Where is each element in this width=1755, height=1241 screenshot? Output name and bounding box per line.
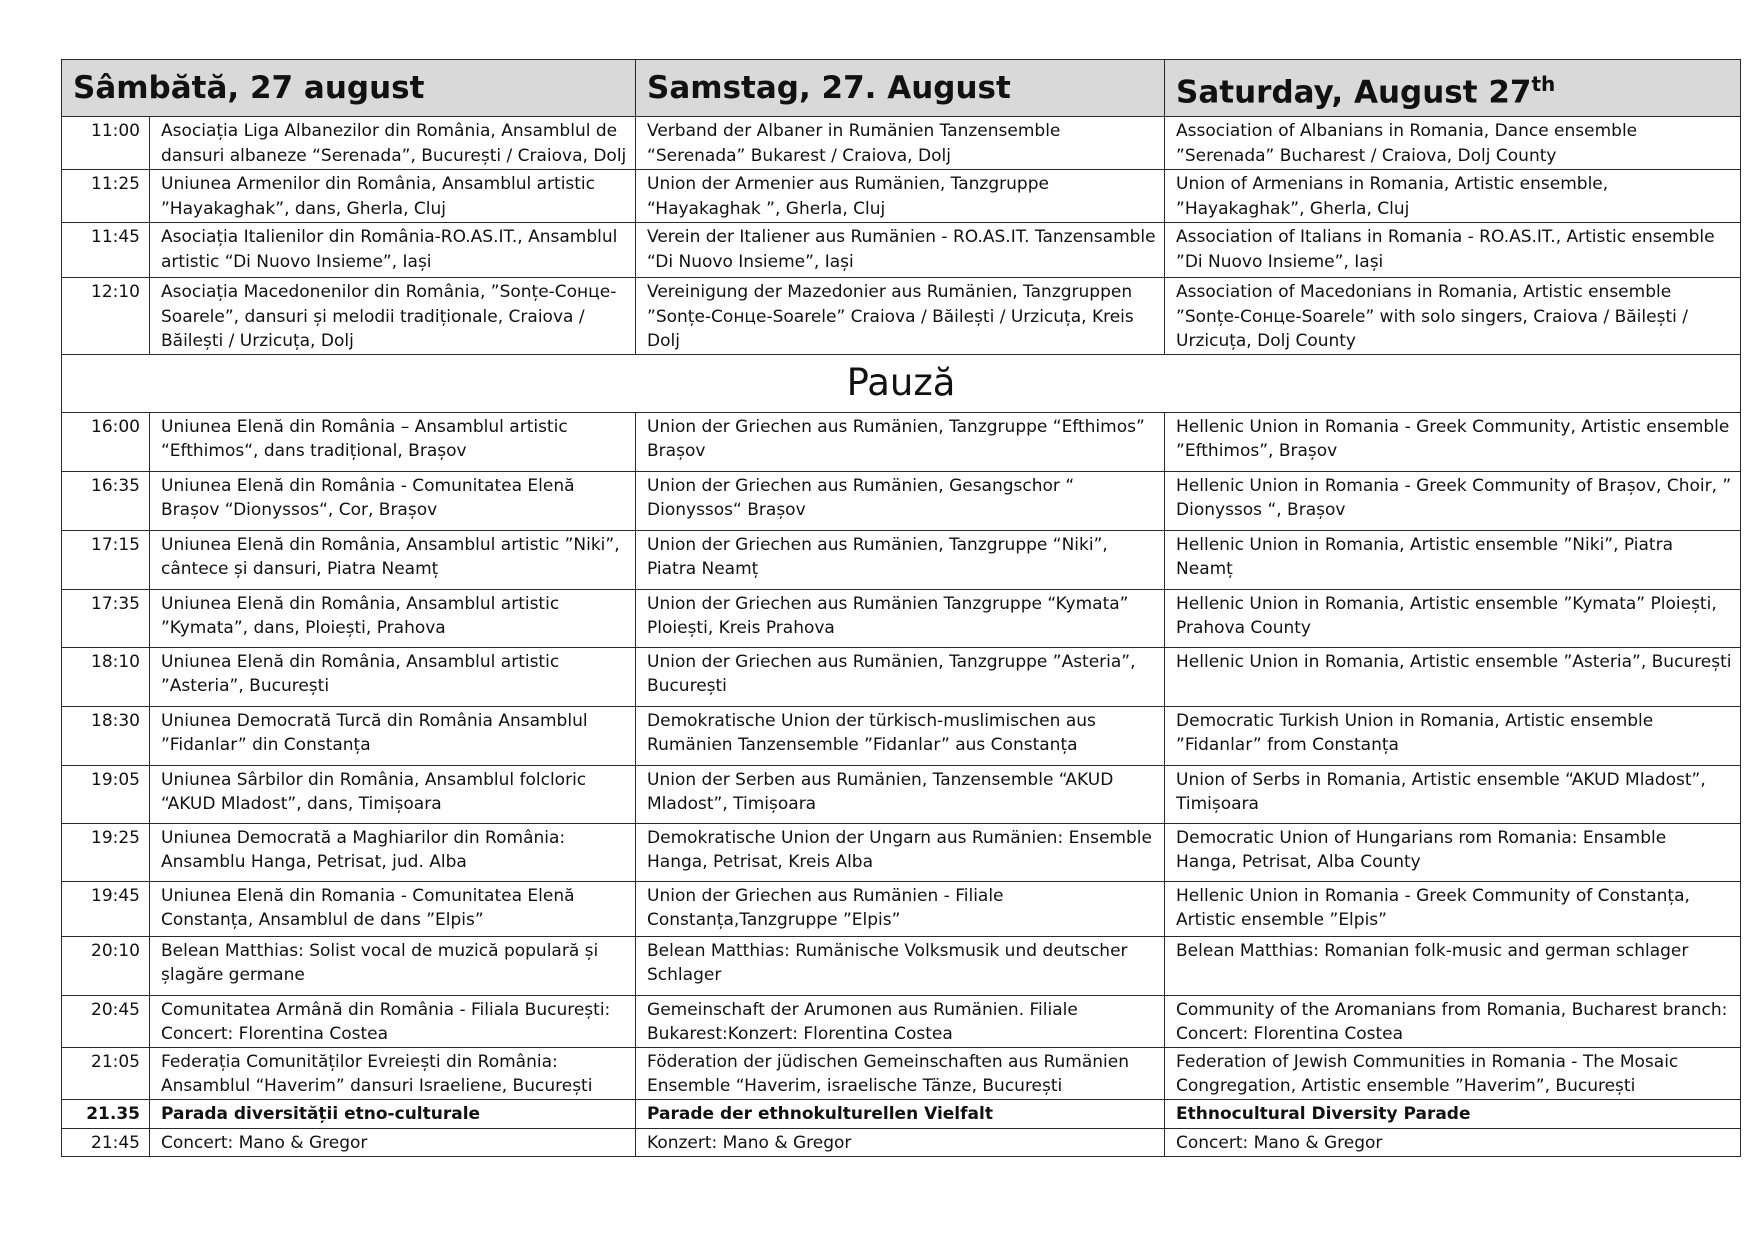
time-cell: 11:45 bbox=[62, 223, 150, 278]
german-cell: Union der Griechen aus Rumänien, Tanzgruppe “Efthimos” Brașov bbox=[636, 412, 1165, 471]
time-cell: 11:00 bbox=[62, 117, 150, 170]
romanian-cell: Comunitatea Armână din România - Filiala București: Concert: Florentina Costea bbox=[150, 995, 636, 1047]
time-cell: 18:10 bbox=[62, 647, 150, 706]
time-cell: 20:45 bbox=[62, 995, 150, 1047]
time-cell: 16:00 bbox=[62, 412, 150, 471]
table-row bbox=[62, 647, 1741, 706]
german-cell: Parade der ethnokulturellen Vielfalt bbox=[636, 1099, 1165, 1128]
english-cell: Belean Matthias: Romanian folk-music and german schlager bbox=[1165, 936, 1741, 995]
romanian-cell: Uniunea Elenă din România, Ansamblul artistic ”Kymata”, dans, Ploiești, Prahova bbox=[150, 589, 636, 647]
time-cell: 17:15 bbox=[62, 530, 150, 589]
header-german: Samstag, 27. August bbox=[636, 60, 1165, 117]
table-row bbox=[62, 881, 1741, 936]
header-english-text: Saturday, August 27 bbox=[1176, 73, 1532, 110]
german-cell: Demokratische Union der Ungarn aus Rumänien: Ensemble Hanga, Petrisat, Kreis Alba bbox=[636, 823, 1165, 881]
english-cell: Union of Armenians in Romania, Artistic ensemble, ”Hayakaghak”, Gherla, Cluj bbox=[1165, 170, 1741, 223]
table-row bbox=[62, 706, 1741, 765]
romanian-cell: Uniunea Elenă din România, Ansamblul artistic ”Niki”, cântece și dansuri, Piatra Neamț bbox=[150, 530, 636, 589]
romanian-cell: Asociația Liga Albanezilor din România, Ansamblul de dansuri albaneze “Serenada”, București / Craiova, Dolj bbox=[150, 117, 636, 170]
time-cell: 19:45 bbox=[62, 881, 150, 936]
english-cell: Democratic Union of Hungarians rom Romania: Ensamble Hanga, Petrisat, Alba County bbox=[1165, 823, 1741, 881]
table-row bbox=[62, 170, 1741, 223]
german-cell: Union der Griechen aus Rumänien, Gesangschor “ Dionyssos“ Brașov bbox=[636, 471, 1165, 530]
english-cell: Federation of Jewish Communities in Romania - The Mosaic Congregation, Artistic ensemble ”Haverim”, București bbox=[1165, 1047, 1741, 1099]
time-cell: 18:30 bbox=[62, 706, 150, 765]
english-cell: Association of Italians in Romania - RO.AS.IT., Artistic ensemble ”Di Nuovo Insieme”, Iași bbox=[1165, 223, 1741, 278]
english-cell: Association of Albanians in Romania, Dance ensemble ”Serenada” Bucharest / Craiova, Dolj County bbox=[1165, 117, 1741, 170]
pause-label: Pauză bbox=[62, 354, 1741, 412]
german-cell: Union der Griechen aus Rumänien - Filiale Constanța,Tanzgruppe ”Elpis” bbox=[636, 881, 1165, 936]
table-row bbox=[62, 278, 1741, 355]
english-cell: Union of Serbs in Romania, Artistic ensemble “AKUD Mladost”, Timișoara bbox=[1165, 765, 1741, 823]
schedule-table bbox=[61, 59, 1741, 1157]
romanian-cell: Uniunea Elenă din Romania - Comunitatea Elenă Constanța, Ansamblul de dans ”Elpis” bbox=[150, 881, 636, 936]
table-row bbox=[62, 223, 1741, 278]
romanian-cell: Belean Matthias: Solist vocal de muzică populară și șlagăre germane bbox=[150, 936, 636, 995]
table-row bbox=[62, 995, 1741, 1047]
german-cell: Union der Armenier aus Rumänien, Tanzgruppe “Hayakaghak ”, Gherla, Cluj bbox=[636, 170, 1165, 223]
english-cell: Hellenic Union in Romania, Artistic ensemble ”Asteria”, București bbox=[1165, 647, 1741, 706]
romanian-cell: Asociația Italienilor din România-RO.AS.IT., Ansamblul artistic “Di Nuovo Insieme”, Iași bbox=[150, 223, 636, 278]
time-cell: 19:25 bbox=[62, 823, 150, 881]
table-row bbox=[62, 589, 1741, 647]
romanian-cell: Parada diversității etno-culturale bbox=[150, 1099, 636, 1128]
romanian-cell: Uniunea Elenă din România, Ansamblul artistic ”Asteria”, București bbox=[150, 647, 636, 706]
german-cell: Belean Matthias: Rumänische Volksmusik und deutscher Schlager bbox=[636, 936, 1165, 995]
german-cell: Demokratische Union der türkisch-muslimischen aus Rumänien Tanzensemble ”Fidanlar” aus Constanța bbox=[636, 706, 1165, 765]
table-row bbox=[62, 936, 1741, 995]
english-cell: Hellenic Union in Romania - Greek Community of Constanța, Artistic ensemble ”Elpis” bbox=[1165, 881, 1741, 936]
time-cell: 12:10 bbox=[62, 278, 150, 355]
english-cell: Hellenic Union in Romania, Artistic ensemble ”Niki”, Piatra Neamț bbox=[1165, 530, 1741, 589]
romanian-cell: Uniunea Armenilor din România, Ansamblul artistic ”Hayakaghak”, dans, Gherla, Cluj bbox=[150, 170, 636, 223]
romanian-cell: Uniunea Democrată a Maghiarilor din România: Ansamblu Hanga, Petrisat, jud. Alba bbox=[150, 823, 636, 881]
table-row bbox=[62, 1128, 1741, 1156]
german-cell: Union der Serben aus Rumänien, Tanzensemble “AKUD Mladost”, Timișoara bbox=[636, 765, 1165, 823]
header-english-suffix: th bbox=[1531, 71, 1556, 96]
time-cell: 20:10 bbox=[62, 936, 150, 995]
table-row bbox=[62, 471, 1741, 530]
english-cell: Hellenic Union in Romania, Artistic ensemble ”Kymata” Ploiești, Prahova County bbox=[1165, 589, 1741, 647]
romanian-cell: Federația Comunităților Evreiești din România: Ansamblul “Haverim” dansuri Israeliene, București bbox=[150, 1047, 636, 1099]
romanian-cell: Uniunea Sârbilor din România, Ansamblul folcloric “AKUD Mladost”, dans, Timișoara bbox=[150, 765, 636, 823]
time-cell: 16:35 bbox=[62, 471, 150, 530]
german-cell: Konzert: Mano & Gregor bbox=[636, 1128, 1165, 1156]
german-cell: Gemeinschaft der Arumonen aus Rumänien. Filiale Bukarest:Konzert: Florentina Costea bbox=[636, 995, 1165, 1047]
time-cell: 17:35 bbox=[62, 589, 150, 647]
romanian-cell: Uniunea Elenă din România - Comunitatea Elenă Brașov “Dionyssos“, Cor, Brașov bbox=[150, 471, 636, 530]
table-row bbox=[62, 1047, 1741, 1099]
english-cell: Democratic Turkish Union in Romania, Artistic ensemble ”Fidanlar” from Constanța bbox=[1165, 706, 1741, 765]
time-cell: 11:25 bbox=[62, 170, 150, 223]
german-cell: Union der Griechen aus Rumänien, Tanzgruppe “Niki”, Piatra Neamț bbox=[636, 530, 1165, 589]
english-cell: Ethnocultural Diversity Parade bbox=[1165, 1099, 1741, 1128]
english-cell: Hellenic Union in Romania - Greek Community, Artistic ensemble ”Efthimos”, Brașov bbox=[1165, 412, 1741, 471]
english-cell: Concert: Mano & Gregor bbox=[1165, 1128, 1741, 1156]
german-cell: Vereinigung der Mazedonier aus Rumänien, Tanzgruppen ”Sonțe-Сонце-Soarele” Craiova / Băilești / Urzicuța, Kreis Dolj bbox=[636, 278, 1165, 355]
pause-row bbox=[62, 354, 1741, 412]
schedule-body bbox=[62, 117, 1741, 1157]
german-cell: Union der Griechen aus Rumänien, Tanzgruppe ”Asteria”, București bbox=[636, 647, 1165, 706]
english-cell: Community of the Aromanians from Romania, Bucharest branch: Concert: Florentina Costea bbox=[1165, 995, 1741, 1047]
english-cell: Hellenic Union in Romania - Greek Community of Brașov, Choir, ” Dionyssos “, Brașov bbox=[1165, 471, 1741, 530]
romanian-cell: Uniunea Elenă din România – Ansamblul artistic “Efthimos“, dans tradițional, Brașov bbox=[150, 412, 636, 471]
romanian-cell: Uniunea Democrată Turcă din România Ansamblul ”Fidanlar” din Constanța bbox=[150, 706, 636, 765]
table-row bbox=[62, 823, 1741, 881]
german-cell: Union der Griechen aus Rumänien Tanzgruppe “Kymata” Ploiești, Kreis Prahova bbox=[636, 589, 1165, 647]
time-cell: 21.35 bbox=[62, 1099, 150, 1128]
table-row bbox=[62, 117, 1741, 170]
table-row bbox=[62, 1099, 1741, 1128]
table-row bbox=[62, 412, 1741, 471]
table-row bbox=[62, 530, 1741, 589]
romanian-cell: Concert: Mano & Gregor bbox=[150, 1128, 636, 1156]
german-cell: Föderation der jüdischen Gemeinschaften aus Rumänien Ensemble “Haverim, israelische Tänze, București bbox=[636, 1047, 1165, 1099]
header-romanian: Sâmbătă, 27 august bbox=[62, 60, 636, 117]
time-cell: 21:45 bbox=[62, 1128, 150, 1156]
romanian-cell: Asociația Macedonenilor din România, ”Sonțe-Сонце-Soarele”, dansuri și melodii tradiționale, Craiova / Băilești / Urzicuța, Dolj bbox=[150, 278, 636, 355]
german-cell: Verband der Albaner in Rumänien Tanzensemble “Serenada” Bukarest / Craiova, Dolj bbox=[636, 117, 1165, 170]
english-cell: Association of Macedonians in Romania, Artistic ensemble ”Sonțe-Сонце-Soarele” with solo singers, Craiova / Băilești / Urzicuța, Dolj County bbox=[1165, 278, 1741, 355]
time-cell: 19:05 bbox=[62, 765, 150, 823]
header-english bbox=[1165, 60, 1741, 117]
german-cell: Verein der Italiener aus Rumänien - RO.AS.IT. Tanzensamble “Di Nuovo Insieme”, Iași bbox=[636, 223, 1165, 278]
header-row bbox=[62, 60, 1741, 117]
time-cell: 21:05 bbox=[62, 1047, 150, 1099]
table-row bbox=[62, 765, 1741, 823]
